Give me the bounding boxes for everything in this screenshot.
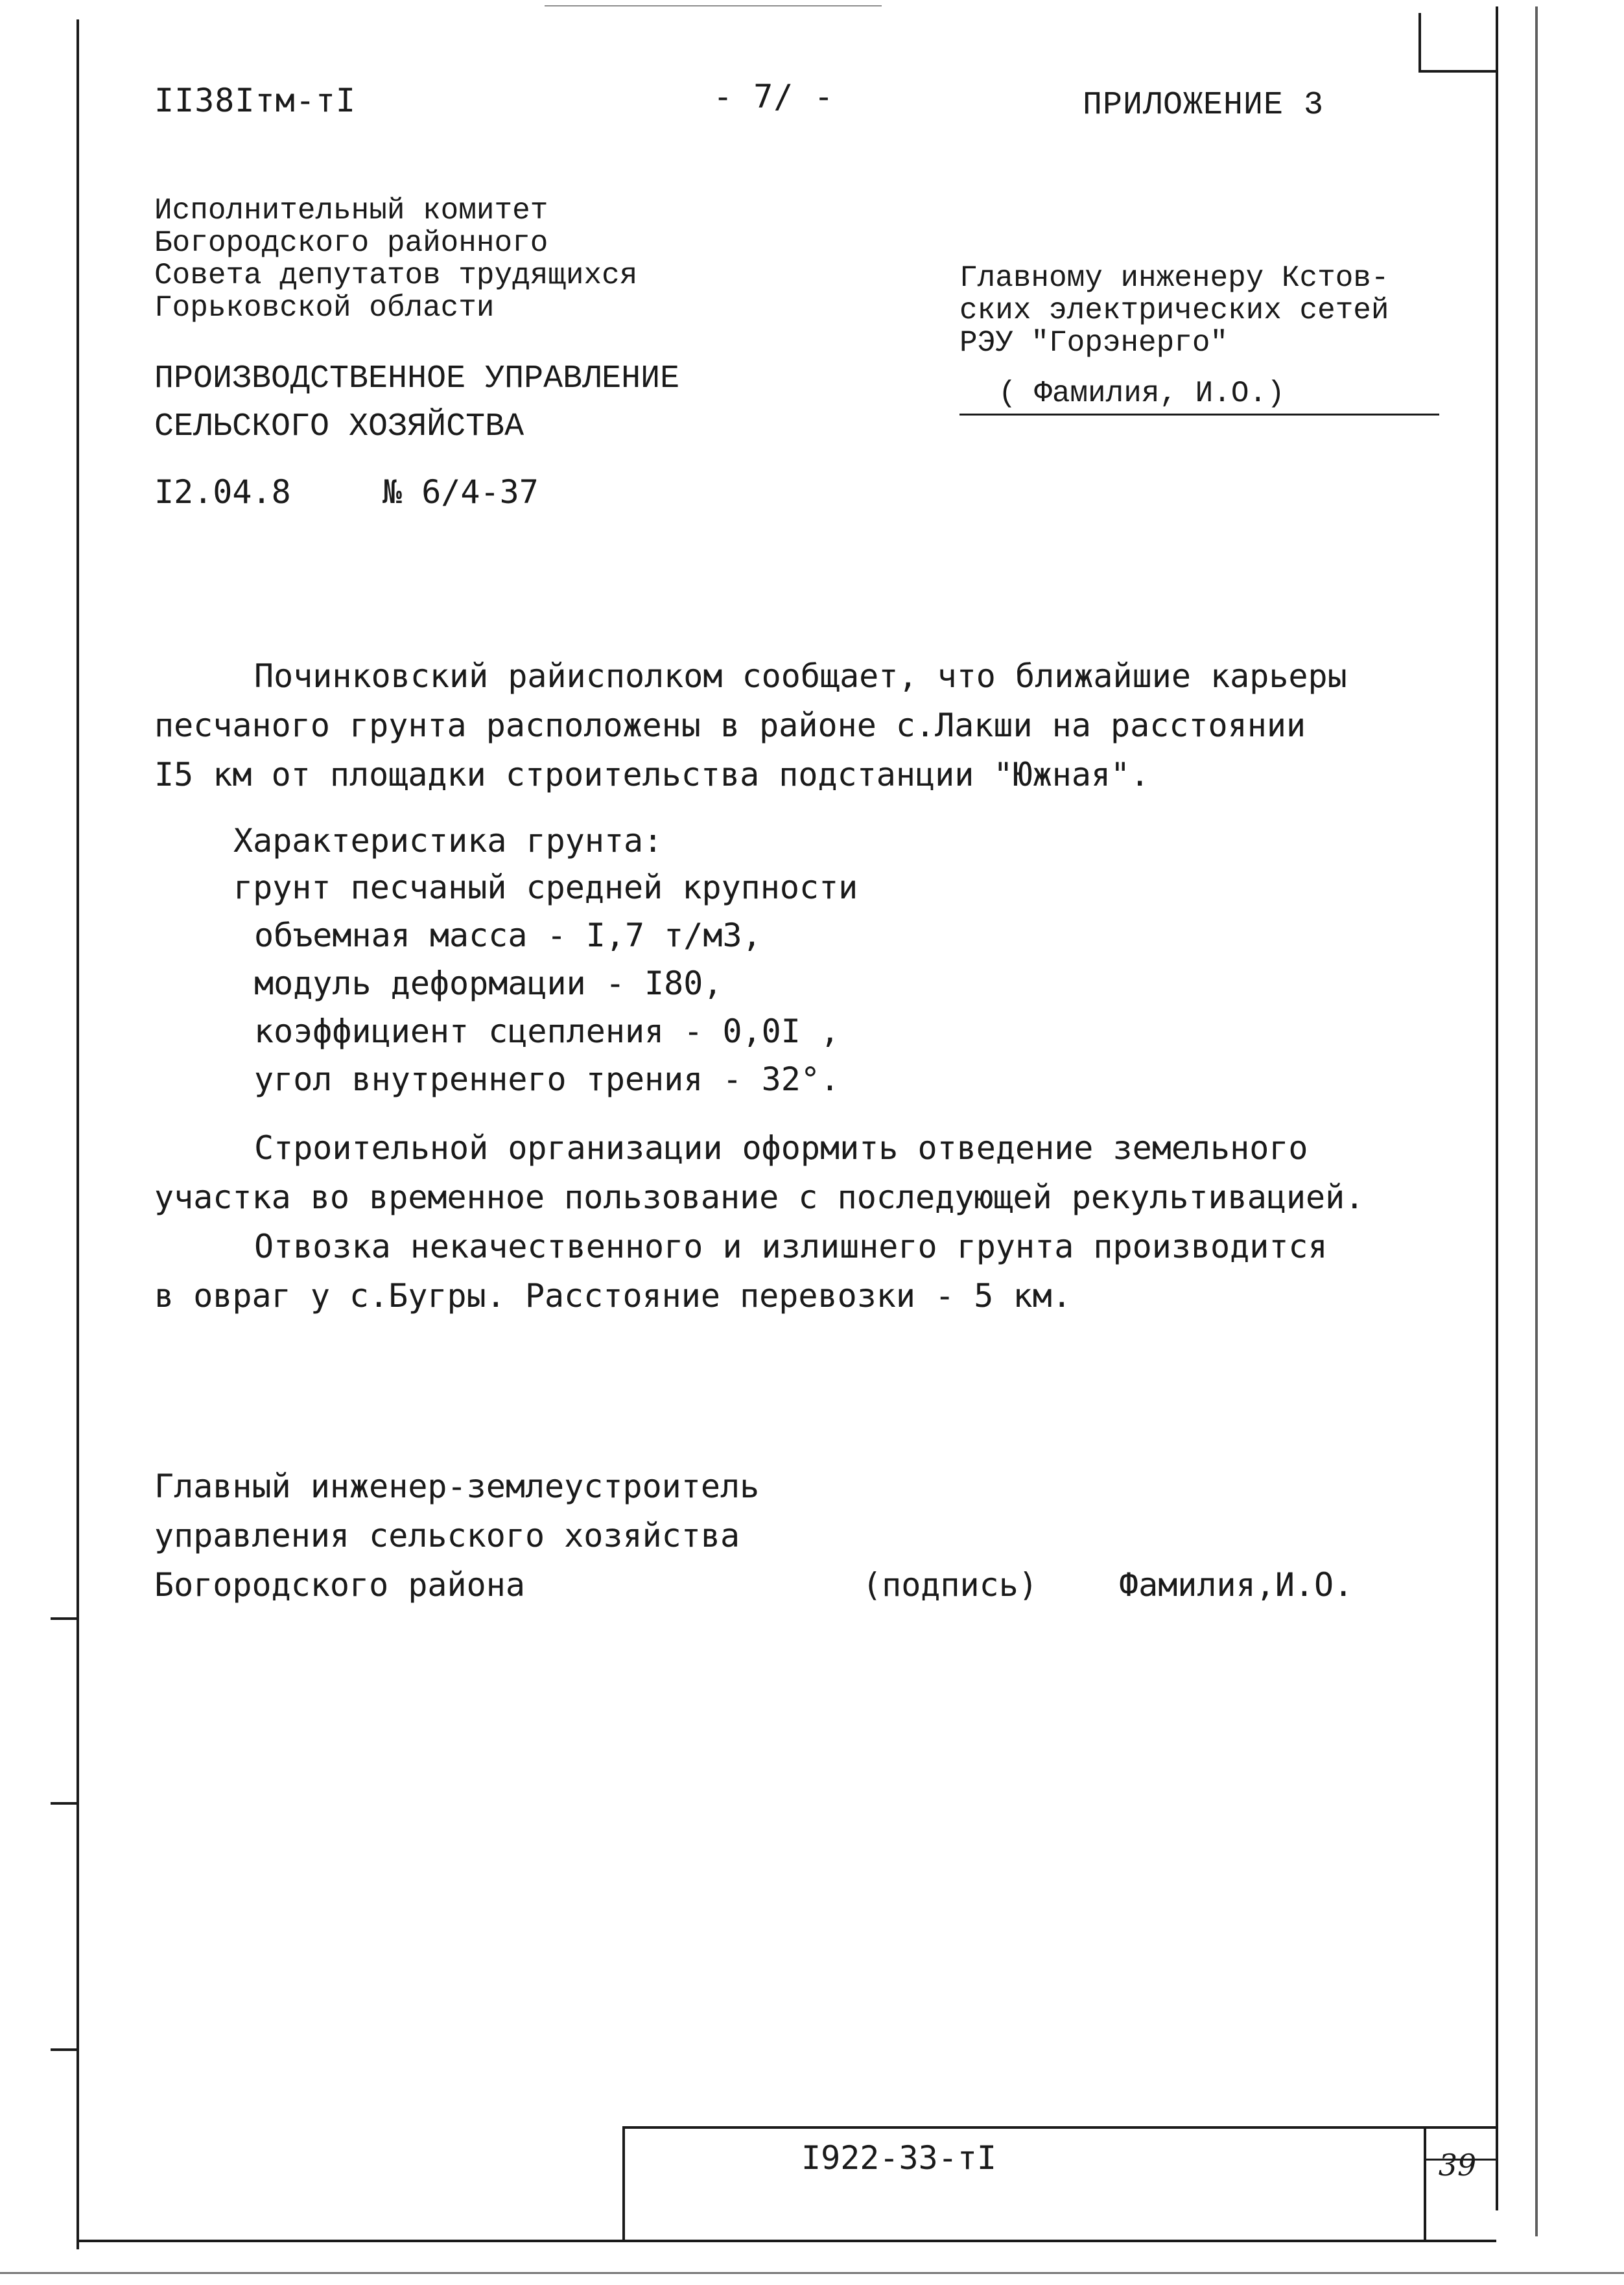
body-para1-line-1: Починковский райисполком сообщает, что ближайшие карьеры (254, 657, 1347, 695)
signatory-name: Фамилия,И.О. (1119, 1566, 1354, 1604)
characteristics-line-4: коэффициент сцепления - 0,0I , (254, 1013, 840, 1050)
margin-tick-2 (51, 1802, 79, 1805)
addressee-underline (959, 414, 1439, 416)
title-block-left (622, 2126, 625, 2242)
right-outer-line (1535, 6, 1538, 2236)
signatory-line-2: управления сельского хозяйства (154, 1517, 740, 1554)
characteristics-line-1: грунт песчаный средней крупности (233, 869, 858, 906)
sender-org-line-1: ПРОИЗВОДСТВЕННОЕ УПРАВЛЕНИЕ (154, 360, 680, 397)
sender-line-3: Совета депутатов трудящихся (154, 259, 638, 292)
characteristics-line-5: угол внутреннего трения - 32°. (254, 1060, 840, 1098)
body-para3-line-1: Отвозка некачественного и излишнего грунта производится (254, 1228, 1328, 1265)
top-corner-horizontal (1418, 70, 1496, 73)
body-para2-line-2: участка во временное пользование с последующей рекультивацией. (154, 1178, 1365, 1216)
top-dash-line (545, 5, 882, 6)
signatory-line-1: Главный инженер-землеустроитель (154, 1468, 760, 1505)
sender-line-2: Богородского районного (154, 226, 548, 260)
title-block-top (622, 2126, 1496, 2129)
addressee-line-1: Главному инженеру Кстов- (959, 261, 1389, 295)
addressee-name: ( Фамилия, И.О.) (998, 377, 1285, 410)
signatory-line-3: Богородского района (154, 1566, 525, 1604)
letter-number: № 6/4-37 (382, 473, 539, 511)
sender-line-4: Горьковской области (154, 291, 495, 325)
addressee-line-3: РЭУ "Горэнерго" (959, 326, 1229, 360)
body-para1-line-3: I5 км от площадки строительства подстанции "Южная". (154, 756, 1150, 793)
sheet-number: 39 (1438, 2148, 1477, 2183)
left-margin-line (76, 19, 79, 2249)
top-corner-vertical (1418, 13, 1421, 71)
page-bottom-edge (0, 2272, 1624, 2274)
document-code: II38Iтм-тI (154, 82, 357, 119)
appendix-title: ПРИЛОЖЕНИЕ 3 (1083, 87, 1324, 124)
sender-line-1: Исполнительный комитет (154, 194, 548, 228)
margin-tick-1 (51, 1617, 79, 1620)
margin-tick-3 (51, 2048, 79, 2051)
characteristics-title: Характеристика грунта: (233, 822, 663, 860)
body-para1-line-2: песчаного грунта расположены в районе с.Лакши на расстоянии (154, 707, 1306, 744)
footer-doc-code: I922-33-тI (801, 2139, 997, 2177)
sender-org-line-2: СЕЛЬСКОГО ХОЗЯЙСТВА (154, 408, 524, 445)
right-margin-line (1496, 6, 1498, 2210)
characteristics-line-2: объемная масса - I,7 т/м3, (254, 917, 762, 954)
page-marker: - 7/ - (713, 78, 834, 115)
bottom-frame-line (76, 2240, 1496, 2242)
addressee-line-2: ских электрических сетей (959, 294, 1389, 327)
signature-placeholder: (подпись) (862, 1566, 1038, 1604)
letter-date: I2.04.8 (154, 473, 291, 511)
body-para3-line-2: в овраг у с.Бугры. Расстояние перевозки - 5 км. (154, 1277, 1072, 1315)
characteristics-line-3: модуль деформации - I80, (254, 965, 723, 1002)
body-para2-line-1: Строительной организации оформить отведение земельного (254, 1129, 1308, 1167)
